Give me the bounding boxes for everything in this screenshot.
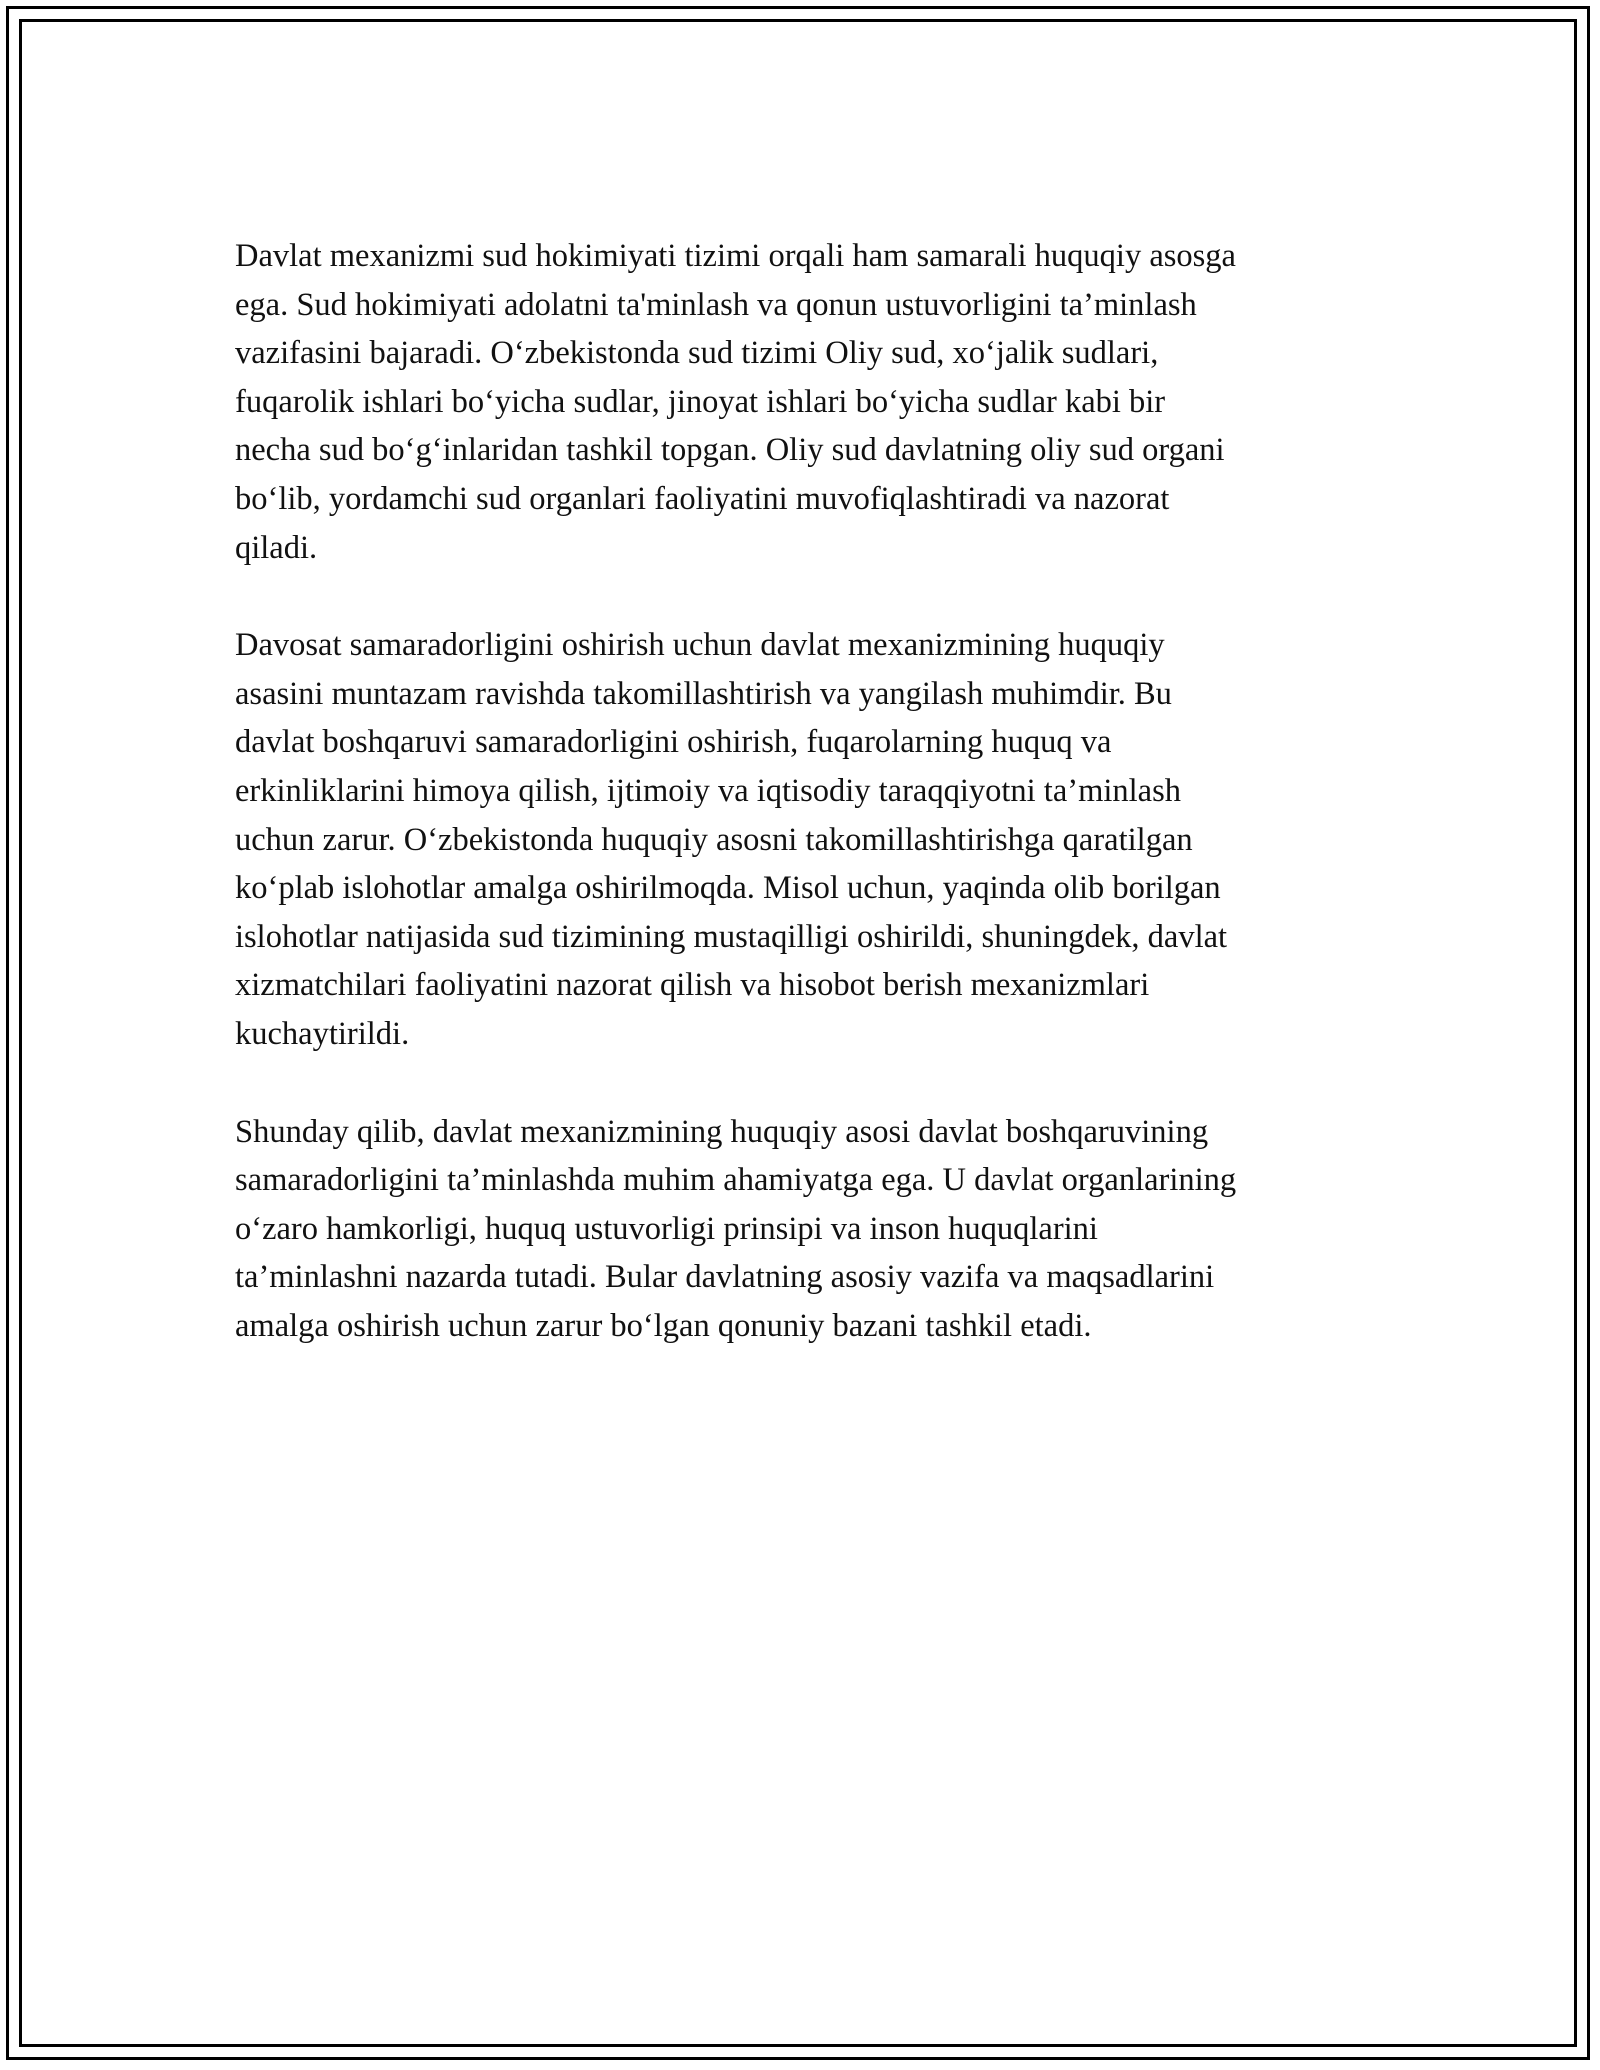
- paragraph-line: o‘zaro hamkorligi, huquq ustuvorligi prinsipi va inson huquqlarini: [235, 1210, 1098, 1247]
- paragraph-line: vazifasini bajaradi. O‘zbekistonda sud tizimi Oliy sud, xo‘jalik sudlari,: [235, 335, 1159, 372]
- paragraph-line: ega. Sud hokimiyati adolatni ta'minlash va qonun ustuvorligini ta’minlash: [235, 286, 1197, 323]
- paragraph-line: asasini muntazam ravishda takomillashtirish va yangilash muhimdir. Bu: [235, 675, 1172, 712]
- paragraph-line: erkinliklarini himoya qilish, ijtimoiy va iqtisodiy taraqqiyotni ta’minlash: [235, 772, 1181, 809]
- paragraph-line: xizmatchilari faoliyatini nazorat qilish va hisobot berish mexanizmlari: [235, 967, 1150, 1004]
- paragraph-line: amalga oshirish uchun zarur bo‘lgan qonuniy bazani tashkil etadi.: [235, 1307, 1092, 1344]
- paragraph-line: Shunday qilib, davlat mexanizmining huquqiy asosi davlat boshqaruvining: [235, 1113, 1209, 1150]
- paragraph-line: uchun zarur. O‘zbekistonda huquqiy asosni takomillashtirishga qaratilgan: [235, 821, 1193, 858]
- paragraph-line: ko‘plab islohotlar amalga oshirilmoqda. Misol uchun, yaqinda olib borilgan: [235, 870, 1221, 907]
- paragraph-line: bo‘lib, yordamchi sud organlari faoliyatini muvofiqlashtiradi va nazorat: [235, 480, 1170, 517]
- paragraph-line: ta’minlashni nazarda tutadi. Bular davlatning asosiy vazifa va maqsadlarini: [235, 1259, 1215, 1296]
- paragraph-line: davlat boshqaruvi samaradorligini oshirish, fuqarolarning huquq va: [235, 724, 1112, 761]
- paragraph-line: necha sud bo‘g‘inlaridan tashkil topgan. Oliy sud davlatning oliy sud organi: [235, 432, 1225, 469]
- paragraph-line: fuqarolik ishlari bo‘yicha sudlar, jinoyat ishlari bo‘yicha sudlar kabi bir: [235, 383, 1166, 420]
- paragraph-line: kuchaytirildi.: [235, 1015, 410, 1052]
- paragraph-line: islohotlar natijasida sud tizimining mustaqilligi oshirildi, shuningdek, davlat: [235, 918, 1228, 955]
- paragraph-line: samaradorligini ta’minlashda muhim ahamiyatga ega. U davlat organlarining: [235, 1162, 1237, 1199]
- paragraph-line: qiladi.: [235, 529, 318, 566]
- paragraph-3: [235, 1108, 1375, 1351]
- paragraph-line: Davlat mexanizmi sud hokimiyati tizimi orqali ham samarali huquqiy asosga: [235, 238, 1236, 274]
- paragraph-1: [235, 232, 1375, 572]
- paragraph-line: Davosat samaradorligini oshirish uchun davlat mexanizmining huquqiy: [235, 627, 1165, 664]
- paragraph-2: [235, 621, 1375, 1058]
- document-body: [235, 232, 1375, 1399]
